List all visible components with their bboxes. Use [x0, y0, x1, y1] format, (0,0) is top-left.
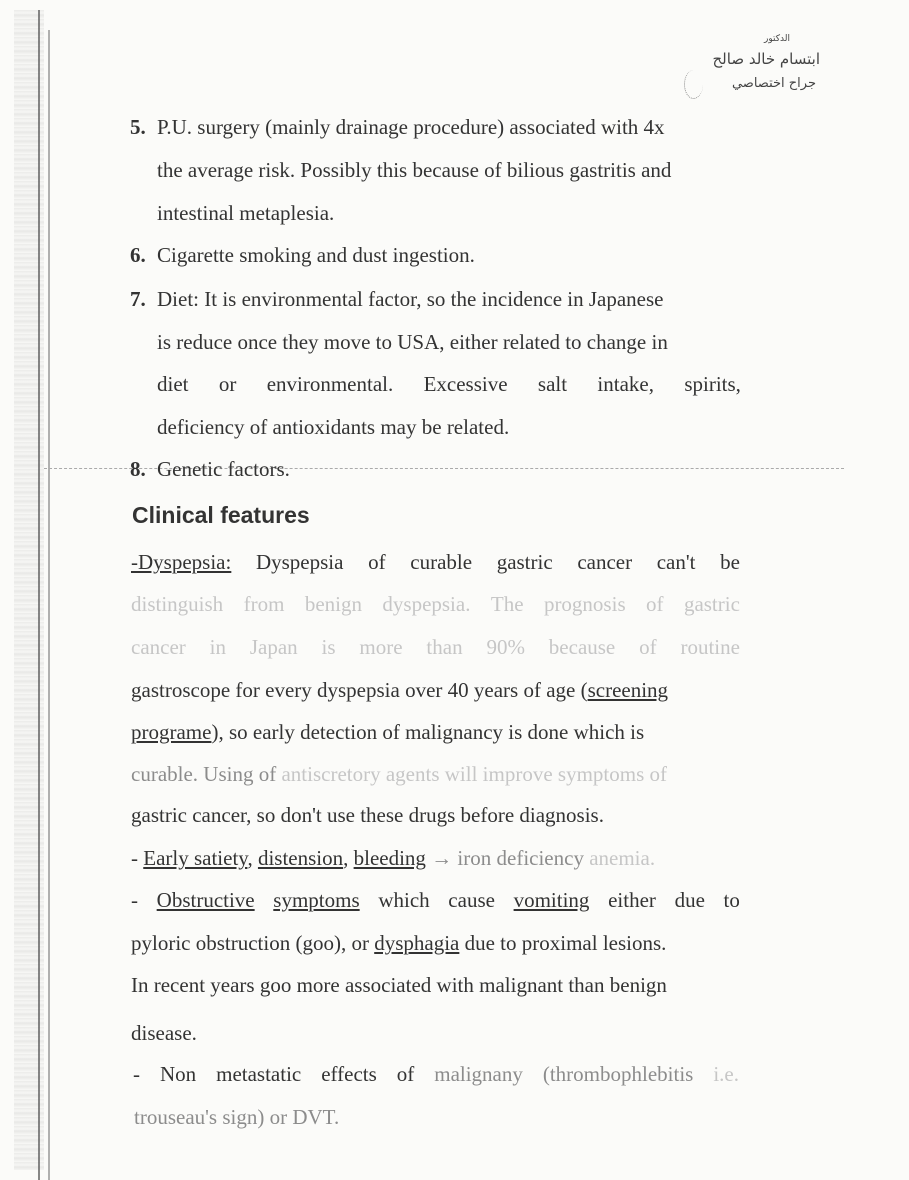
programe-link: programe	[131, 720, 212, 744]
word: diet	[157, 372, 189, 396]
word: in	[209, 635, 226, 659]
word: -	[131, 888, 138, 912]
non-metastatic-line-2: trouseau's sign) or DVT.	[134, 1105, 340, 1129]
word: distinguish	[131, 592, 224, 616]
word: 90%	[486, 635, 525, 659]
list-item-5-line-1: P.U. surgery (mainly drainage procedure) associated with 4x	[157, 115, 665, 139]
non-metastatic-line-1	[133, 1060, 739, 1088]
dyspepsia-line-5	[131, 718, 644, 746]
list-item-7-line-2: is reduce once they move to USA, either related to change in	[157, 330, 668, 354]
word: to	[723, 888, 740, 912]
word: Dyspepsia	[255, 550, 344, 574]
dyspepsia-label: -Dyspepsia:	[131, 550, 232, 574]
word: gastric	[683, 592, 740, 616]
text: antiscretory agents will improve symptoms of	[281, 762, 667, 786]
vomiting-term: vomiting	[513, 888, 590, 912]
dyspepsia-line-2	[131, 590, 740, 618]
list-number-7: 7.	[130, 287, 146, 311]
bleeding-term: bleeding	[353, 846, 426, 870]
stamp-mark	[684, 70, 703, 99]
word: be	[720, 550, 740, 574]
word: salt	[537, 372, 568, 396]
text: anemia.	[589, 846, 656, 870]
word: Japan	[249, 635, 298, 659]
word: The	[490, 592, 524, 616]
word: either	[608, 888, 656, 912]
word: effects	[321, 1062, 377, 1086]
dysphagia-term: dysphagia	[374, 931, 460, 955]
word: metastatic	[216, 1062, 302, 1086]
text: iron deficiency	[457, 846, 584, 870]
word: gastric	[496, 550, 553, 574]
scan-edge-line-secondary	[48, 30, 50, 1180]
text: pyloric obstruction (goo), or	[131, 931, 375, 955]
word: curable	[410, 550, 473, 574]
word: is	[321, 635, 336, 659]
list-number-5: 5.	[130, 115, 146, 139]
word: Non	[159, 1062, 197, 1086]
text: gastroscope for every dyspepsia over 40 years of age (	[131, 678, 588, 702]
word: of	[396, 1062, 415, 1086]
list-item-7-line-4: deficiency of antioxidants may be related.	[157, 415, 510, 439]
obstructive-line-3: In recent years goo more associated with malignant than benign	[131, 973, 667, 997]
word: (thrombophlebitis	[542, 1062, 694, 1086]
word: or	[218, 372, 237, 396]
word: routine	[680, 635, 740, 659]
stamp-name: ابتسام خالد صالح	[712, 50, 820, 68]
obstructive-line-2	[131, 929, 666, 957]
scan-edge-line	[38, 10, 40, 1180]
list-item-5-line-2: the average risk. Possibly this because of bilious gastritis and	[157, 158, 672, 182]
word: -	[133, 1062, 140, 1086]
early-satiety-line	[131, 844, 655, 872]
obstructive-term: Obstructive	[156, 888, 255, 912]
word: cancer	[131, 635, 186, 659]
arrow-icon: →	[425, 846, 458, 870]
word: prognosis	[543, 592, 626, 616]
word: than	[426, 635, 463, 659]
text: ,	[247, 846, 258, 870]
list-item-8-line-1: Genetic factors.	[157, 457, 290, 481]
word: of	[646, 592, 664, 616]
symptoms-term: symptoms	[273, 888, 360, 912]
list-item-6-line-1: Cigarette smoking and dust ingestion.	[157, 243, 475, 267]
word: spirits,	[684, 372, 741, 396]
word: because	[548, 635, 616, 659]
word: can't	[656, 550, 696, 574]
word: Excessive	[423, 372, 508, 396]
section-heading: Clinical features	[132, 502, 310, 528]
dyspepsia-line-6	[131, 760, 667, 788]
text: ,	[343, 846, 354, 870]
obstructive-line-4: disease.	[131, 1021, 197, 1045]
dyspepsia-line-3	[131, 633, 740, 661]
list-item-7-line-1: Diet: It is environmental factor, so the incidence in Japanese	[157, 287, 664, 311]
stamp-role: جراح اختصاصي	[731, 76, 816, 91]
word: i.e.	[713, 1062, 739, 1086]
text: curable. Using of	[131, 762, 277, 786]
list-number-8: 8.	[130, 457, 146, 481]
stamp-title: الدكتور	[764, 34, 790, 44]
list-item-7-line-3	[157, 370, 741, 398]
screening-link: screening	[587, 678, 669, 702]
list-number-6: 6.	[130, 243, 146, 267]
list-item-5-line-3: intestinal metaplesia.	[157, 201, 335, 225]
word: environmental.	[266, 372, 394, 396]
word: dyspepsia.	[382, 592, 471, 616]
dyspepsia-line-1	[131, 548, 740, 576]
word: of	[639, 635, 657, 659]
text: ), so early detection of malignancy is done which is	[211, 720, 645, 744]
word: malignany	[434, 1062, 523, 1086]
text: -	[131, 846, 144, 870]
word: from	[243, 592, 285, 616]
word: benign	[304, 592, 362, 616]
distension-term: distension	[257, 846, 344, 870]
word: more	[359, 635, 403, 659]
word: due	[674, 888, 705, 912]
word: which	[378, 888, 430, 912]
word: of	[368, 550, 386, 574]
doctor-signature-stamp	[690, 30, 850, 110]
dyspepsia-line-7: gastric cancer, so don't use these drugs before diagnosis.	[131, 803, 604, 827]
word: cause	[448, 888, 495, 912]
early-satiety-term: Early satiety	[143, 846, 248, 870]
dyspepsia-line-4	[131, 676, 668, 704]
obstructive-line-1	[131, 886, 740, 914]
word: intake,	[597, 372, 654, 396]
word: cancer	[577, 550, 633, 574]
text: due to proximal lesions.	[459, 931, 667, 955]
